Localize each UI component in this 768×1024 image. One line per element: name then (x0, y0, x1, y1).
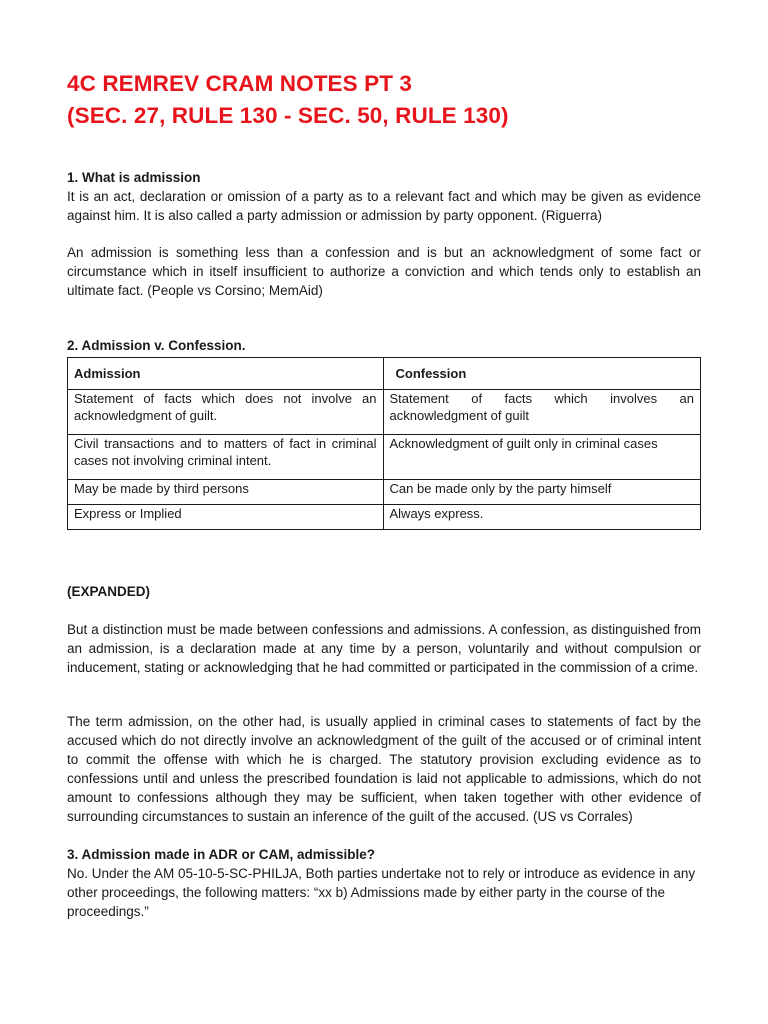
section-3-paragraph-1: No. Under the AM 05-10-5-SC-PHILJA, Both parties undertake not to rely or introduce as evidence in any other proceedings, the following matters: “xx b) Admissions made by either party in the course of the proceedings.” (67, 866, 696, 920)
table-cell: Acknowledgment of guilt only in criminal cases (383, 435, 701, 480)
section-1-heading: 1. What is admission (67, 170, 201, 185)
table-row (68, 390, 701, 435)
expanded-heading: (EXPANDED) (67, 584, 151, 599)
table-cell: Statement of facts which involves an acknowledgment of guilt (383, 390, 701, 435)
table-row (68, 505, 701, 530)
table-cell: Always express. (383, 505, 701, 530)
table-header-confession-label: Confession (395, 366, 467, 381)
table-cell: Express or Implied (68, 505, 384, 530)
section-1-paragraph-1: It is an act, declaration or omission of a party as to a relevant fact and which may be given as evidence against him. It is also called a party admission or admission by party opponent. (Riguerra) (67, 189, 701, 224)
table-cell: Can be made only by the party himself (383, 480, 701, 505)
table-cell: Civil transactions and to matters of fact in criminal cases not involving criminal intent. (68, 435, 384, 480)
section-3-heading: 3. Admission made in ADR or CAM, admissible? (67, 847, 376, 862)
section-2-heading: 2. Admission v. Confession. (67, 338, 246, 353)
table-header-confession (383, 358, 701, 390)
section-1-paragraph-2: An admission is something less than a confession and is but an acknowledgment of some fact or circumstance which in itself insufficient to authorize a conviction and which tends only to establish an ultimate fact. (People vs Corsino; MemAid) (67, 245, 701, 299)
admission-confession-table (67, 357, 701, 530)
table-header-admission: Admission (68, 358, 384, 390)
document-title-line-1: 4C REMREV CRAM NOTES PT 3 (67, 71, 413, 96)
table-row (68, 435, 701, 480)
table-header-row (68, 358, 701, 390)
expanded-paragraph-2: The term admission, on the other had, is usually applied in criminal cases to statements of fact by the accused which do not directly involve an acknowledgment of the guilt of the accused or of criminal intent to commit the offense with which he is charged. The statutory provision excluding evidence as to confessions until and unless the prescribed foundation is laid not applicable to admissions, which do not amount to confessions although they may be sufficient, when taken together with other evidence of surrounding circumstances to sustain an inference of the guilt of the accused. (US vs Corrales) (67, 714, 701, 825)
table-cell: May be made by third persons (68, 480, 384, 505)
expanded-paragraph-1: But a distinction must be made between confessions and admissions. A confession, as distinguished from an admission, is a declaration made at any time by a person, voluntarily and without compulsion or inducement, stating or acknowledging that he had committed or participated in the commission of a crime. (67, 622, 701, 676)
table-row (68, 480, 701, 505)
document-title-line-2: (SEC. 27, RULE 130 - SEC. 50, RULE 130) (67, 103, 509, 128)
table-cell: Statement of facts which does not involve an acknowledgment of guilt. (68, 390, 384, 435)
